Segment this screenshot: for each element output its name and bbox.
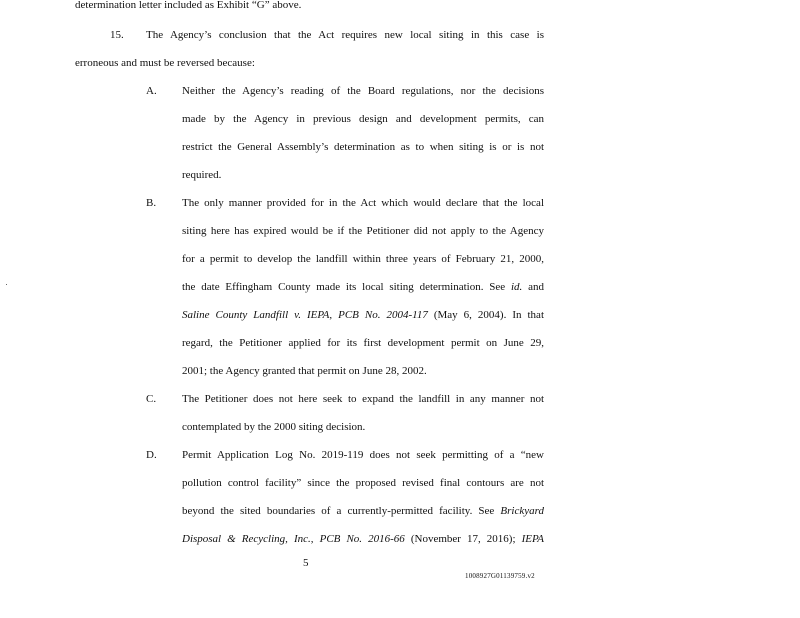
item-c-line: The Petitioner does not here seek to expand the landfill in any manner not [182, 393, 544, 405]
item-b-line: for a permit to develop the landfill within three years of February 21, 2000, [182, 253, 544, 265]
item-b-label: B. [146, 197, 157, 209]
item-b-line-4-text: the date Effingham County made its local siting determination. See [182, 281, 511, 293]
paragraph-15-line-1: The Agency’s conclusion that the Act requires new local siting in this case is [146, 29, 544, 41]
paragraph-number: 15. [110, 29, 124, 41]
item-a-label: A. [146, 85, 157, 97]
item-c-label: C. [146, 393, 157, 405]
item-b-line [182, 308, 544, 322]
item-a-line: restrict the General Assembly’s determination as to when siting is or is not [182, 141, 544, 153]
document-id: 1008927G01139759.v2 [465, 572, 535, 580]
item-d-line-4-mid: (November 17, 2016); [404, 533, 522, 545]
citation-saline-county: Saline County Landfill v. IEPA, PCB No. 2004-117 [182, 309, 428, 321]
item-b-line: regard, the Petitioner applied for its first development permit on June 29, [182, 337, 544, 349]
item-d-line: Permit Application Log No. 2019-119 does not seek permitting of a “new [182, 449, 544, 461]
item-d-line [182, 504, 544, 518]
item-a-line: required. [182, 169, 222, 181]
citation-id: id. [510, 281, 523, 293]
margin-mark [6, 284, 7, 285]
item-b-line-5-end: (May 6, 2004). In that [427, 309, 544, 321]
item-b-line-4-end: and [522, 281, 544, 293]
item-d-line-3-text: beyond the sited boundaries of a currently-permitted facility. See [182, 505, 501, 517]
item-a-line: Neither the Agency’s reading of the Board regulations, nor the decisions [182, 85, 544, 97]
item-b-line: siting here has expired would be if the Petitioner did not apply to the Agency [182, 225, 544, 237]
item-b-line: The only manner provided for in the Act which would declare that the local [182, 197, 544, 209]
item-b-line: 2001; the Agency granted that permit on June 28, 2002. [182, 365, 427, 377]
item-d-line: pollution control facility” since the proposed revised final contours are not [182, 477, 544, 489]
paragraph-15-line-2: erroneous and must be reversed because: [75, 57, 255, 69]
item-d-line [182, 532, 544, 546]
citation-brickyard-cont: Disposal & Recycling, Inc., PCB No. 2016-66 [182, 533, 405, 545]
item-d-label: D. [146, 449, 157, 461]
citation-brickyard: Brickyard [500, 505, 544, 517]
item-c-line: contemplated by the 2000 siting decision. [182, 421, 366, 433]
item-a-line: made by the Agency in previous design and development permits, can [182, 113, 544, 125]
carry-over-line: determination letter included as Exhibit “G” above. [75, 0, 302, 11]
page-number: 5 [303, 557, 309, 569]
item-b-line [182, 280, 544, 294]
citation-iepa: IEPA [521, 533, 545, 545]
